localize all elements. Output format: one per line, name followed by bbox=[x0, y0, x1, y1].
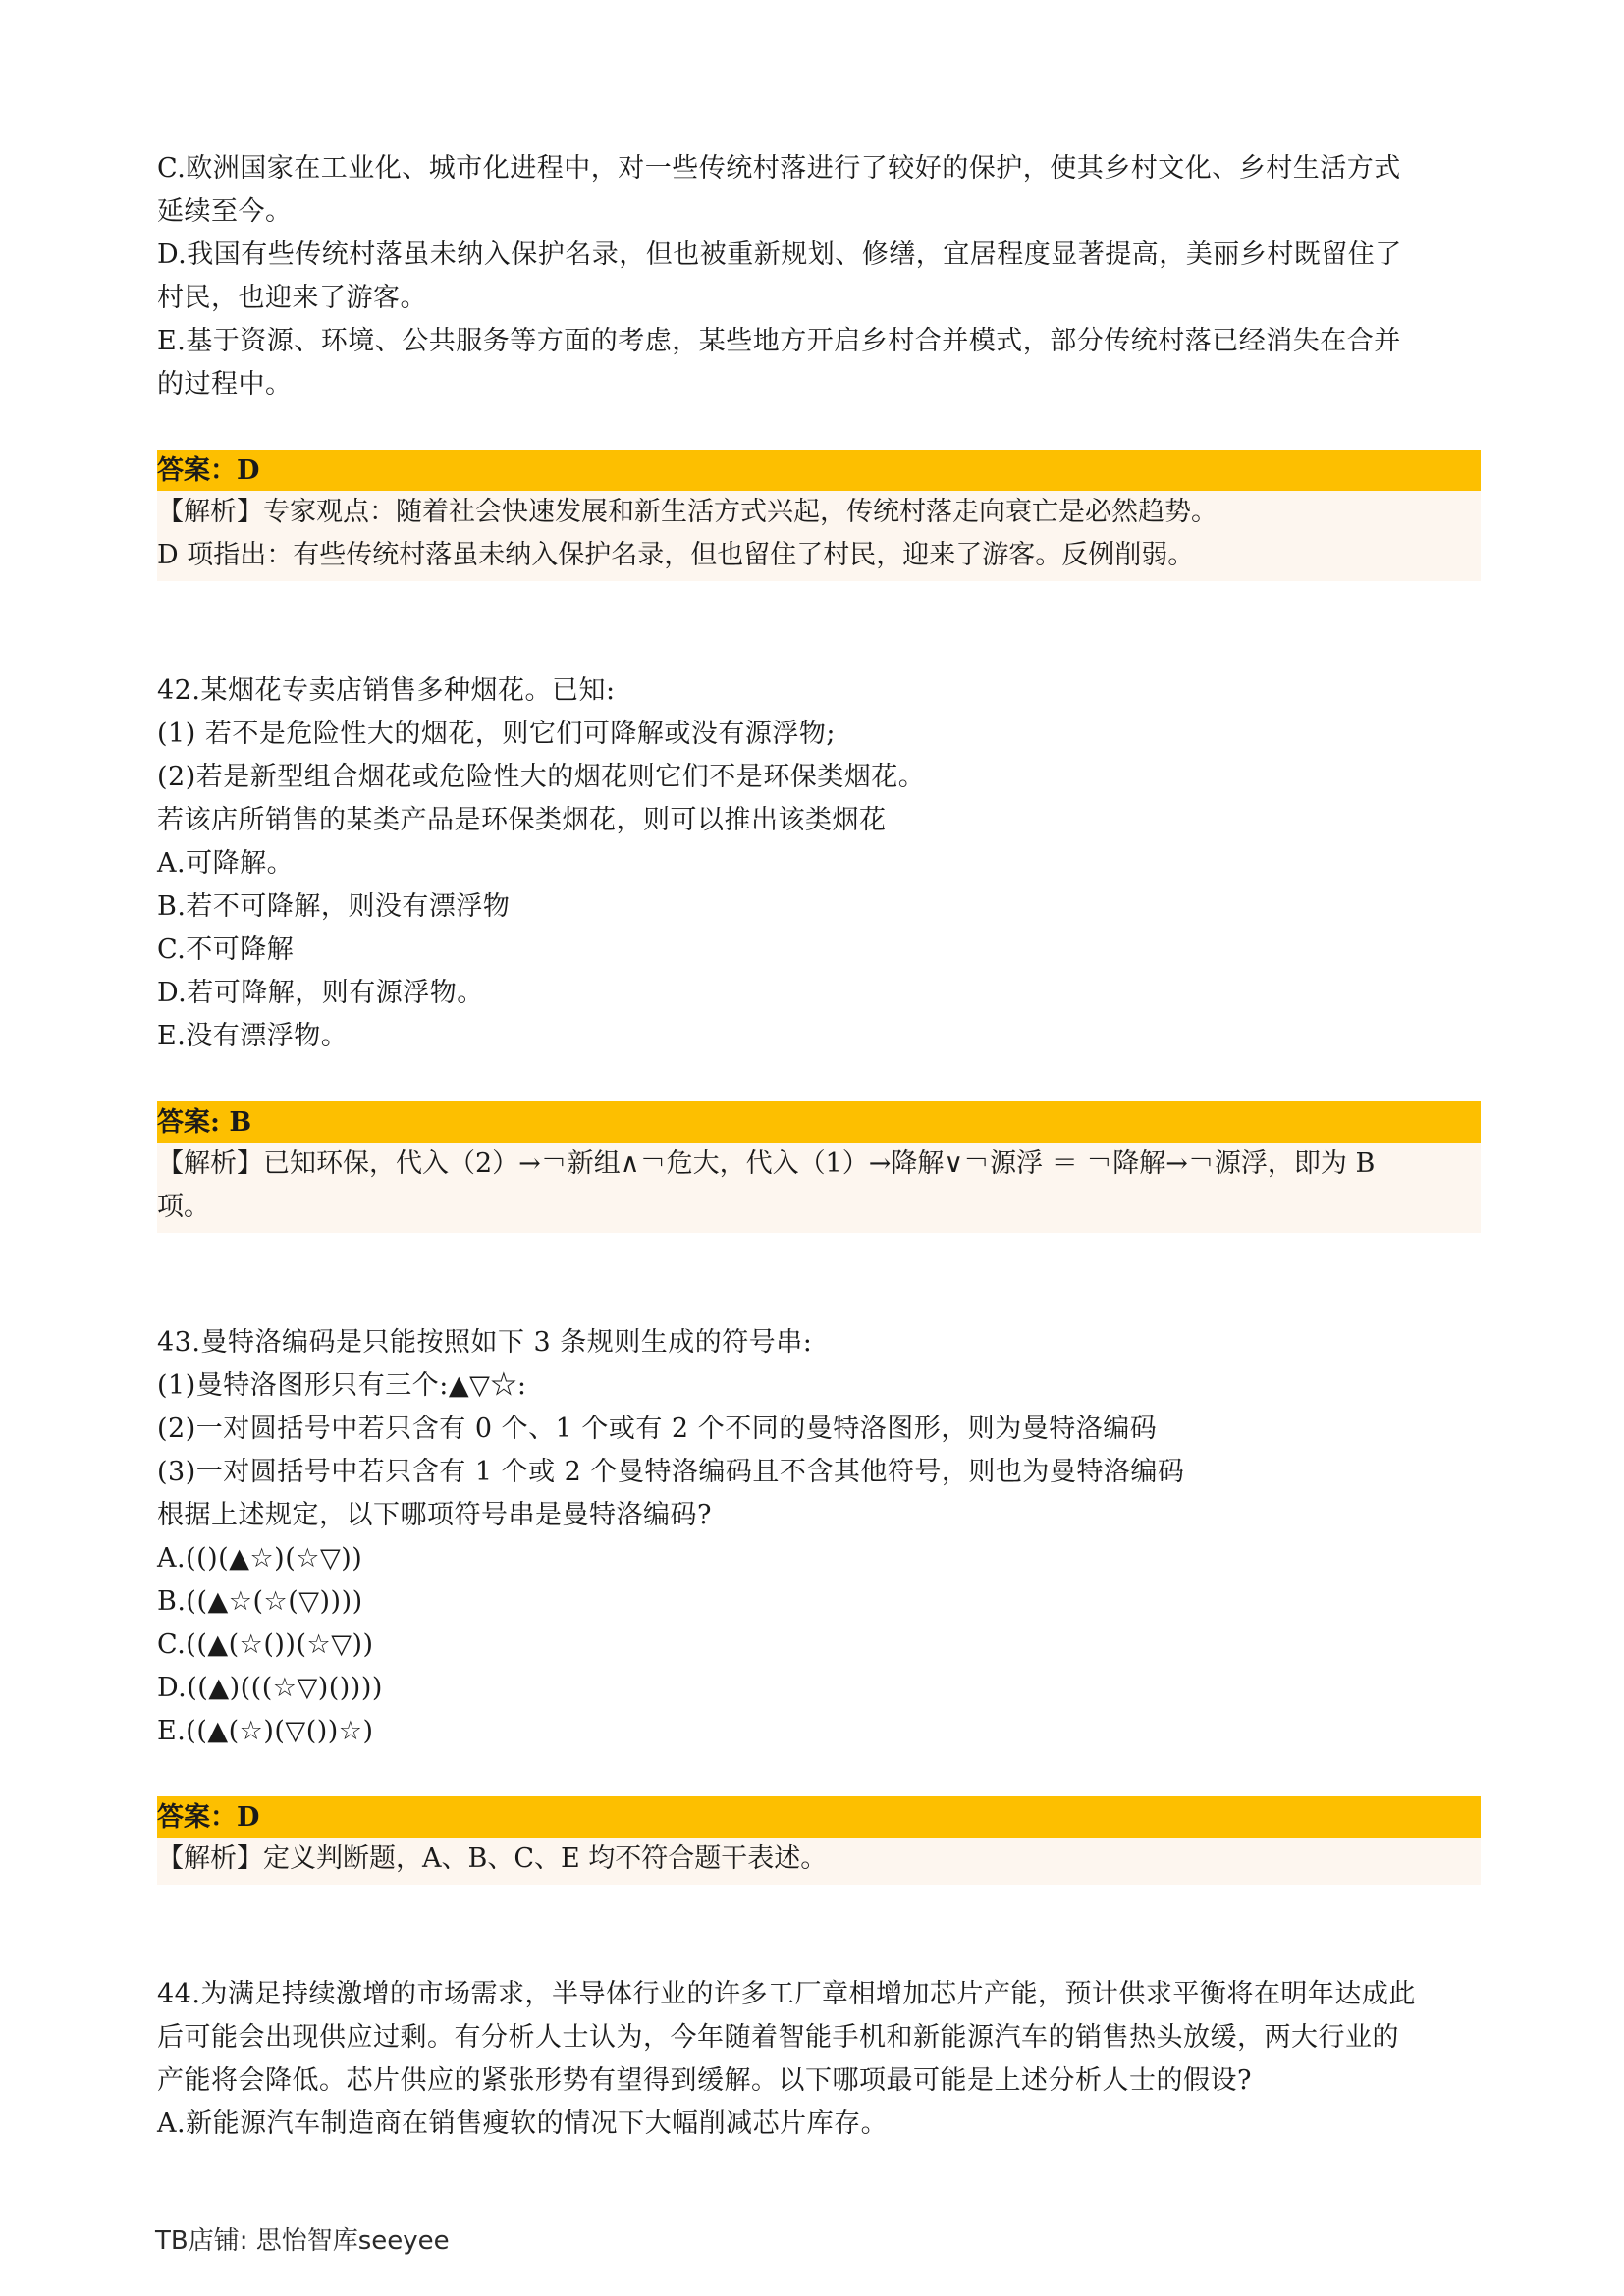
question-stem: 43.曼特洛编码是只能按照如下 3 条规则生成的符号串: bbox=[157, 1327, 813, 1358]
text-line: 根据上述规定，以下哪项符号串是曼特洛编码? bbox=[157, 1500, 712, 1530]
option-b: B.若不可降解，则没有漂浮物 bbox=[157, 891, 511, 922]
option-a: A.可降解。 bbox=[157, 848, 295, 879]
text-line: C.欧洲国家在工业化、城市化进程中，对一些传统村落进行了较好的保护，使其乡村文化、乡村生活方式 bbox=[157, 153, 1401, 184]
option-e: E.没有漂浮物。 bbox=[157, 1021, 349, 1051]
question-stem: 44.为满足持续激增的市场需求，半导体行业的许多工厂章相增加芯片产能，预计供求平衡将在明年达成此 bbox=[157, 1979, 1416, 2009]
text-line: 若该店所销售的某类产品是环保类烟花，则可以推出该类烟花 bbox=[157, 805, 887, 835]
option-a: A.(()(▲☆)(☆▽)) bbox=[157, 1543, 363, 1574]
text-line: (2)一对圆括号中若只含有 0 个、1 个或有 2 个不同的曼特洛图形，则为曼特洛编码 bbox=[157, 1414, 1158, 1444]
answer-header-41: 答案：D bbox=[157, 450, 1481, 491]
question-41-options bbox=[157, 147, 1481, 406]
document-page bbox=[157, 147, 1481, 2146]
analysis-line: 【解析】专家观点：随着社会快速发展和新生活方式兴起，传统村落走向衰亡是必然趋势。 bbox=[157, 497, 1218, 527]
analysis-line: D 项指出：有些传统村落虽未纳入保护名录，但也留住了村民，迎来了游客。反例削弱。 bbox=[157, 540, 1195, 570]
analysis-43 bbox=[157, 1838, 1481, 1885]
text-line: E.基于资源、环境、公共服务等方面的考虑，某些地方开启乡村合并模式，部分传统村落已经消失在合并 bbox=[157, 326, 1401, 356]
text-line: 延续至今。 bbox=[157, 196, 293, 227]
text-line: (1)曼特洛图形只有三个:▲▽☆: bbox=[157, 1370, 527, 1401]
text-line: (3)一对圆括号中若只含有 1 个或 2 个曼特洛编码且不含其他符号，则也为曼特洛编码 bbox=[157, 1457, 1185, 1487]
analysis-line: 项。 bbox=[157, 1192, 210, 1222]
option-d: D.((▲)(((☆▽)()))) bbox=[157, 1673, 383, 1703]
text-line: 产能将会降低。芯片供应的紧张形势有望得到缓解。以下哪项最可能是上述分析人士的假设? bbox=[157, 2065, 1252, 2096]
page-footer: TB店铺: 思怡智库seeyee bbox=[155, 2226, 450, 2256]
option-c: C.不可降解 bbox=[157, 934, 295, 965]
text-line: 的过程中。 bbox=[157, 369, 293, 400]
option-d: D.若可降解，则有源浮物。 bbox=[157, 978, 484, 1008]
analysis-line: 【解析】已知环保，代入（2）→￢新组∧￢危大，代入（1）→降解∨￢源浮 ＝ ￢降解→￢源浮，即为 B bbox=[157, 1148, 1376, 1179]
text-line: D.我国有些传统村落虽未纳入保护名录，但也被重新规划、修缮，宜居程度显著提高，美丽乡村既留住了 bbox=[157, 240, 1402, 270]
question-44 bbox=[157, 1973, 1481, 2146]
text-line: (2)若是新型组合烟花或危险性大的烟花则它们不是环保类烟花。 bbox=[157, 762, 926, 792]
option-a: A.新能源汽车制造商在销售瘦软的情况下大幅削减芯片库存。 bbox=[157, 2109, 889, 2139]
question-stem: 42.某烟花专卖店销售多种烟花。已知: bbox=[157, 675, 616, 706]
question-42 bbox=[157, 669, 1481, 1058]
question-43 bbox=[157, 1321, 1481, 1753]
text-line: 村民，也迎来了游客。 bbox=[157, 283, 427, 313]
answer-header-43: 答案：D bbox=[157, 1796, 1481, 1838]
text-line: (1) 若不是危险性大的烟花，则它们可降解或没有源浮物; bbox=[157, 719, 836, 749]
analysis-41 bbox=[157, 491, 1481, 581]
text-line: 后可能会出现供应过剩。有分析人士认为，今年随着智能手机和新能源汽车的销售热头放缓，两大行业的 bbox=[157, 2022, 1399, 2053]
option-c: C.((▲(☆())(☆▽)) bbox=[157, 1629, 374, 1660]
option-e: E.((▲(☆)(▽())☆) bbox=[157, 1716, 374, 1746]
analysis-line: 【解析】定义判断题，A、B、C、E 均不符合题干表述。 bbox=[157, 1843, 828, 1874]
analysis-42 bbox=[157, 1143, 1481, 1233]
option-b: B.((▲☆(☆(▽)))) bbox=[157, 1586, 363, 1617]
answer-header-42: 答案: B bbox=[157, 1101, 1481, 1143]
